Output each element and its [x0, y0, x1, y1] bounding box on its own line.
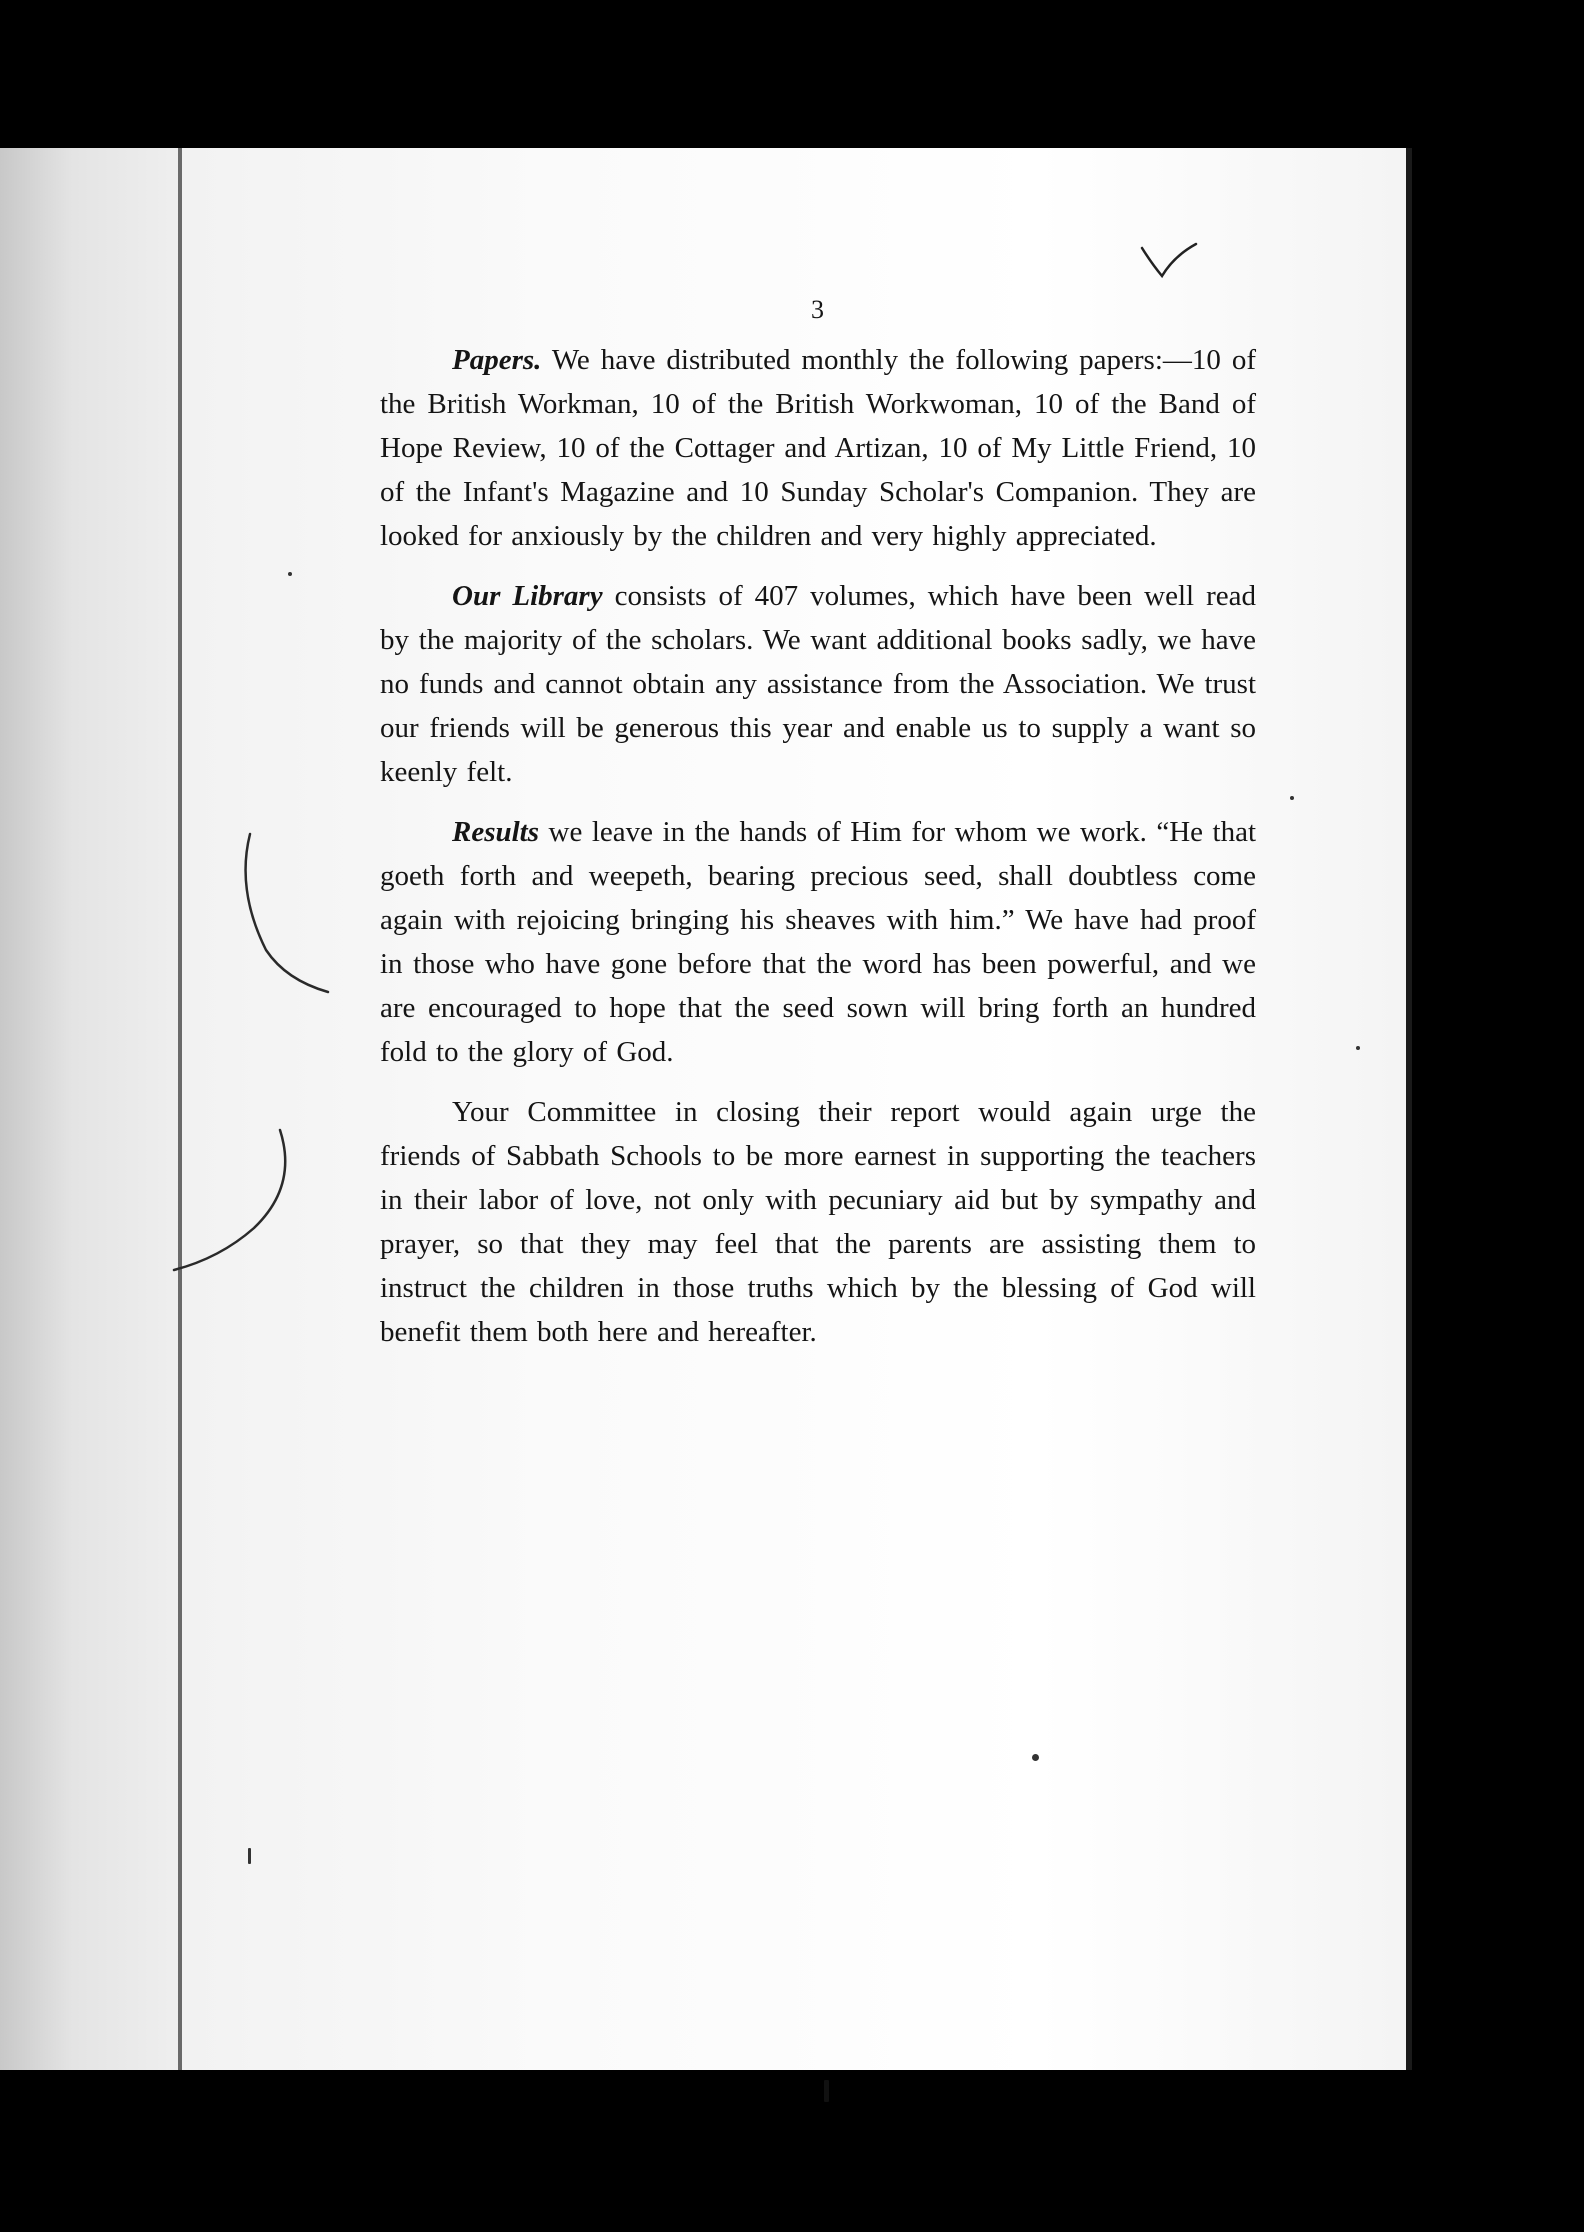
page-speck — [1356, 1046, 1360, 1050]
handwritten-check-mark — [1138, 238, 1200, 286]
page-speck — [1032, 1754, 1039, 1761]
paragraph-body: we leave in the hands of Him for whom we work. “He that goeth forth and weepeth, bearing precious seed, shall doubtless come again with rejoicing bringing his sheaves with him.” We have had proof in those who have gone before that the word has been powerful, and we are encouraged to hope that the seed sown will bring forth an hundred fold to the glory of God. — [380, 816, 1256, 1068]
page-number: 3 — [811, 295, 825, 324]
margin-pencil-mark-upper — [236, 830, 336, 1000]
paragraph-lead: Results — [452, 816, 540, 848]
paragraph-papers — [380, 338, 1256, 558]
page-speck — [1290, 796, 1294, 800]
paragraph-committee — [380, 1090, 1256, 1354]
left-page-edge — [0, 148, 182, 2070]
page-speck — [248, 1848, 251, 1864]
paragraph-body: consists of 407 volumes, which have been well read by the majority of the scholars. We want additional books sadly, we have no funds and cannot obtain any assistance from the Association. We trust our friends will be generous this year and enable us to supply a want so keenly felt. — [380, 580, 1256, 788]
paragraph-lead: Our Library — [452, 580, 603, 612]
paragraph-body: We have distributed monthly the following papers:—10 of the British Workman, 10 of the British Workwoman, 10 of the Band of Hope Review, 10 of the Cottager and Artizan, 10 of My Little Friend, 10 of the Infant's Magazine and 10 Sunday Scholar's Companion. They are looked for anxiously by the children and very highly appreciated. — [380, 344, 1256, 552]
paragraph-library — [380, 574, 1256, 794]
page-speck — [824, 2080, 829, 2102]
paragraph-lead: Papers. — [452, 344, 542, 376]
page-speck — [288, 572, 292, 576]
paragraph-body: Your Committee in closing their report would again urge the friends of Sabbath Schools to be more earnest in supporting the teachers in their labor of love, not only with pecuniary aid but by sympathy and prayer, so that they may feel that the parents are assisting them to instruct the children in those truths which by the blessing of God will benefit them both here and hereafter. — [380, 1096, 1256, 1348]
document-text — [380, 290, 1256, 1370]
paragraph-results — [380, 810, 1256, 1074]
margin-pencil-mark-lower — [170, 1126, 300, 1276]
